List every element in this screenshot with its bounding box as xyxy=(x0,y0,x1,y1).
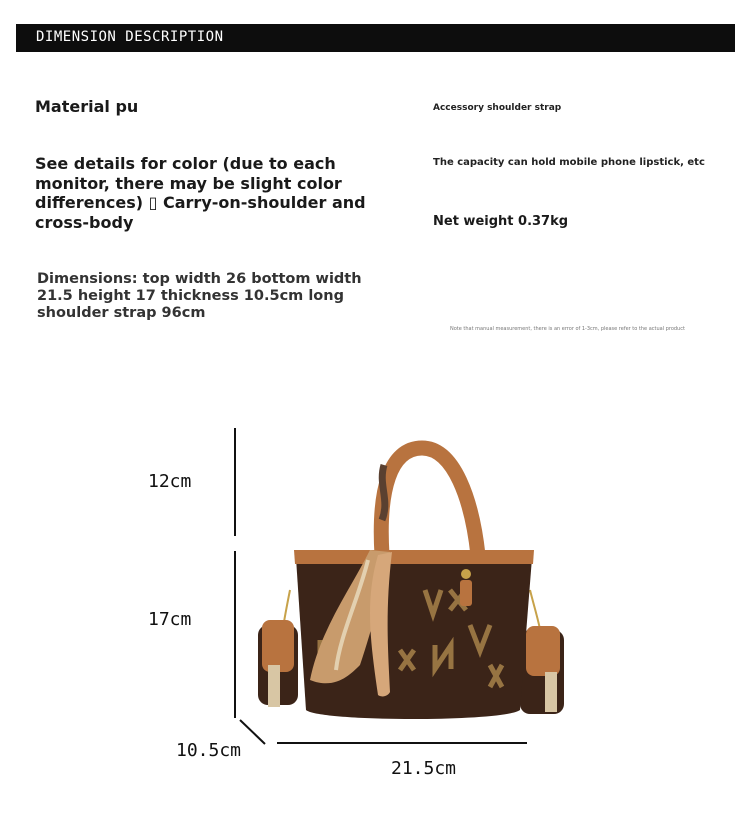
bottom-width-line xyxy=(277,742,527,744)
body-height-label: 17cm xyxy=(148,609,192,630)
material-text: Material pu xyxy=(35,97,139,116)
body-height-line xyxy=(234,551,236,718)
net-weight-text: Net weight 0.37kg xyxy=(433,214,569,229)
thickness-label: 10.5cm xyxy=(176,740,242,761)
dimensions-text-line-1: Dimensions: top width 26 bottom width xyxy=(37,271,362,287)
handbag-icon xyxy=(250,440,570,730)
handle-height-label: 12cm xyxy=(148,471,192,492)
capacity-text: The capacity can hold mobile phone lipstick, etc xyxy=(433,157,705,168)
color-text-line-4: cross-body xyxy=(35,213,134,232)
dimensions-text-line-2: 21.5 height 17 thickness 10.5cm long xyxy=(37,288,344,304)
dimensions-text-line-3: shoulder strap 96cm xyxy=(37,305,206,321)
color-text-line-2: monitor, there may be slight color xyxy=(35,174,342,193)
color-text-line-1: See details for color (due to each xyxy=(35,154,336,173)
handle-height-line xyxy=(234,428,236,536)
header-title: DIMENSION DESCRIPTION xyxy=(36,29,224,45)
color-text-line-3: differences) ▯ Carry-on-shoulder and xyxy=(35,193,366,212)
bottom-width-label: 21.5cm xyxy=(391,758,457,779)
measurement-note: Note that manual measurement, there is an error of 1-3cm, please refer to the actual product xyxy=(450,326,685,332)
accessory-text: Accessory shoulder strap xyxy=(433,103,562,113)
header-bar xyxy=(16,24,735,52)
